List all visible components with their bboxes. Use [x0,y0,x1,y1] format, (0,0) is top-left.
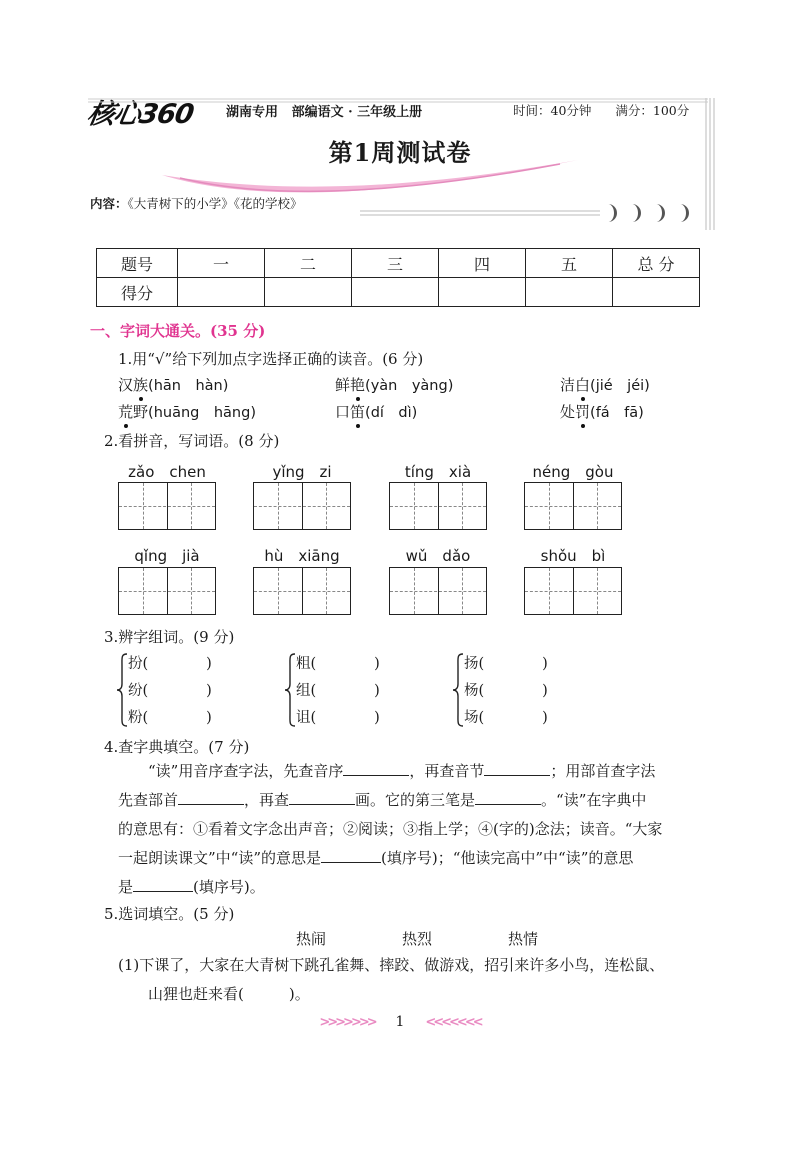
chevron-right-icon: >>>>>>> [319,1015,375,1030]
text: (填序号)；“他读完高中”中“读”的意思 [381,849,634,867]
compose-word-item[interactable]: 粉( ) [128,710,212,726]
pinyin-prompt: qǐng jià [134,547,200,565]
fill-blank[interactable] [321,846,381,863]
pinyin-prompt: hù xiāng [264,547,340,565]
word-option: 热烈 [402,930,433,948]
table-cell: 四 [439,249,526,278]
table-cell: 三 [352,249,439,278]
brace-icon [284,652,296,728]
dictionary-line-5 [118,873,718,902]
text: 一起朗读课文”中“读”的意思是 [118,849,322,867]
text: ；用部首查字法 [550,762,656,780]
time-limit: 时间：40分钟 [513,103,592,118]
score-input-cell[interactable] [526,278,613,307]
text: 是 [118,878,134,896]
text: 先查部首 [118,791,179,809]
writing-grid[interactable] [524,567,622,615]
score-table [96,248,700,307]
edition-label: 湖南专用 部编语文 · 三年级上册 [226,105,423,120]
compose-word-item[interactable]: 扬( ) [464,656,548,672]
char: 口 [335,403,351,421]
compose-word-item[interactable]: 诅( ) [296,710,380,726]
fill-sentence-1: (1)下课了，大家在大青树下跳孔雀舞、摔跤、做游戏，招引来许多小鸟，连松鼠、 [118,956,665,974]
text: “读”用音序查字法，先查音序 [148,762,344,780]
pinyin-options[interactable]: (dí dì) [365,405,418,421]
question-2-title: 2.看拼音，写词语。(8 分) [104,432,280,450]
char: 洁 [560,376,576,394]
word-option: 热闹 [296,930,327,948]
dotted-char: 罚 [575,403,591,421]
pinyin-prompt: néng gòu [532,463,614,481]
chevron-left-icon: <<<<<<< [425,1015,481,1030]
writing-grid[interactable] [389,482,487,530]
fill-blank[interactable] [484,759,550,776]
table-cell: 二 [265,249,352,278]
fill-blank[interactable] [133,875,193,892]
score-table-header-row [97,249,700,278]
fill-blank[interactable] [343,759,409,776]
score-input-cell[interactable] [613,278,700,307]
table-cell: 一 [178,249,265,278]
full-score: 满分：100分 [615,103,690,118]
text: 画。它的第三笔是 [355,791,476,809]
pinyin-prompt: shǒu bì [540,547,606,565]
char: 汉 [118,376,134,394]
pinyin-options[interactable]: (hān hàn) [148,378,229,394]
pronunciation-item [335,374,453,395]
compose-word-item[interactable]: 扮( ) [128,656,212,672]
writing-grid[interactable] [118,567,216,615]
writing-grid[interactable] [253,567,351,615]
pinyin-prompt: wǔ dǎo [405,547,471,565]
pronunciation-item [560,401,644,422]
dictionary-line-3: 的意思有：①看着文字念出声音；②阅读；③指上学；④(字的)念法；读音。“大家 [118,820,663,838]
writing-grid[interactable] [524,482,622,530]
char: 野 [133,403,149,421]
fill-blank[interactable] [289,788,355,805]
text: 。“读”在字典中 [541,791,647,809]
table-cell: 总 分 [613,249,700,278]
dotted-char: 白 [575,376,591,394]
dictionary-line-4 [118,844,718,873]
dictionary-line-1 [148,757,708,786]
brand-logo: 核心360 [84,99,196,130]
compose-word-item[interactable]: 粗( ) [296,656,380,672]
text: (填序号)。 [193,878,265,896]
brace-icon [452,652,464,728]
content-label: 内容： [90,196,128,211]
pinyin-prompt: zǎo chen [128,463,206,481]
fill-sentence-1-cont[interactable]: 山狸也赶来看( )。 [148,985,310,1003]
table-cell: 五 [526,249,613,278]
dotted-char: 族 [133,376,149,394]
compose-word-item[interactable]: 杨( ) [464,683,548,699]
pronunciation-item [118,374,228,395]
question-1-title: 1.用“√”给下列加点字选择正确的读音。(6 分) [118,350,424,368]
question-3-title: 3.辨字组词。(9 分) [104,628,235,646]
word-option: 热情 [508,930,539,948]
table-cell: 得分 [97,278,178,307]
pinyin-options[interactable]: (huāng hāng) [148,405,256,421]
writing-grid[interactable] [118,482,216,530]
pinyin-options[interactable]: (jié jéi) [590,378,650,394]
score-input-cell[interactable] [439,278,526,307]
text: ，再查音节 [409,762,485,780]
pronunciation-item [335,401,417,422]
dictionary-line-2 [118,786,718,815]
moon-rule-decoration [360,200,700,226]
writing-grid[interactable] [253,482,351,530]
score-input-cell[interactable] [178,278,265,307]
fill-blank[interactable] [475,788,541,805]
question-4-title: 4.查字典填空。(7 分) [104,738,250,756]
pinyin-prompt: tíng xià [404,463,472,481]
compose-word-item[interactable]: 组( ) [296,683,380,699]
score-input-cell[interactable] [265,278,352,307]
section-title: 一、字词大通关。(35 分) [90,322,266,340]
pinyin-options[interactable]: (yàn yàng) [365,378,454,394]
char: 处 [560,403,576,421]
content-text: 《大青树下的小学》《花的学校》 [127,196,303,211]
content-scope [90,194,303,212]
compose-word-item[interactable]: 场( ) [464,710,548,726]
pronunciation-item [560,374,650,395]
dotted-char: 艳 [350,376,366,394]
compose-word-item[interactable]: 纷( ) [128,683,212,699]
table-cell: 题号 [97,249,178,278]
text: ，再查 [244,791,290,809]
page-footer [0,1014,800,1030]
char: 鲜 [335,376,351,394]
pronunciation-item [118,401,256,422]
dotted-char: 笛 [350,403,366,421]
writing-grid[interactable] [389,567,487,615]
score-table-score-row [97,278,700,307]
dotted-char: 荒 [118,403,134,421]
question-5-title: 5.选词填空。(5 分) [104,905,235,923]
pinyin-options[interactable]: (fá fā) [590,405,644,421]
page-number: 1 [395,1014,405,1030]
page-title: 第1周测试卷 [328,138,472,167]
fill-blank[interactable] [178,788,244,805]
score-input-cell[interactable] [352,278,439,307]
brace-icon [116,652,128,728]
pinyin-prompt: yǐng zi [272,463,332,481]
header-top-rule [88,98,708,106]
